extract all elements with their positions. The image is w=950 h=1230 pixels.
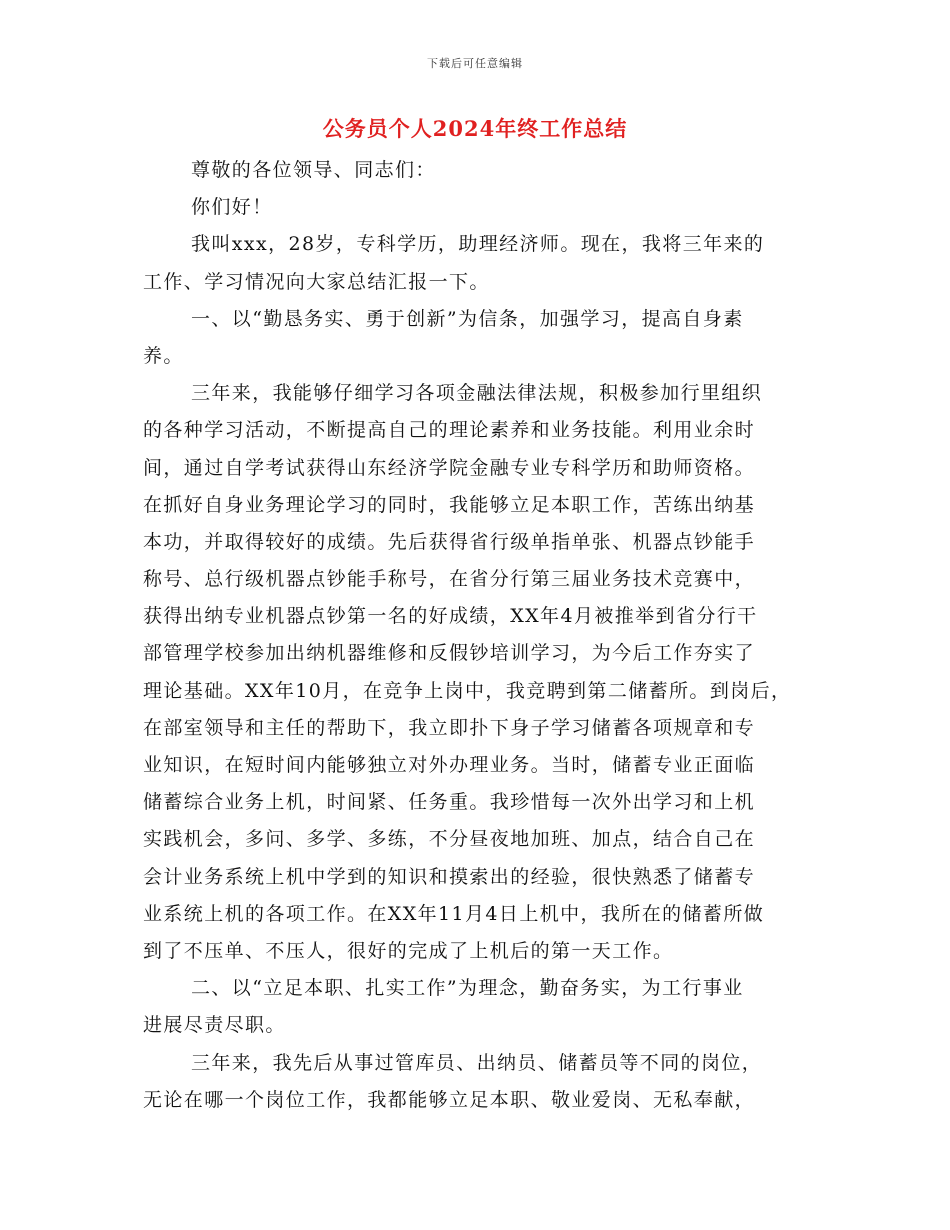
section-heading-line: 二、以“立足本职、扎实工作”为理念，勤奋务实，为工行事业: [191, 977, 744, 1000]
paragraph-line: 到了不压单、不压人，很好的完成了上机后的第一天工作。: [143, 939, 674, 962]
paragraph-line: 业系统上机的各项工作。在XX年11月4日上机中，我所在的储蓄所做: [143, 902, 765, 925]
paragraph-line: 实践机会，多问、多学、多练，不分昼夜地加班、加点，结合自己在: [143, 828, 756, 851]
paragraph-line: 在抓好自身业务理论学习的同时，我能够立足本职工作，苦练出纳基: [143, 493, 756, 516]
paragraph-line: 我叫xxx，28岁，专科学历，助理经济师。现在，我将三年来的: [191, 233, 765, 256]
paragraph-line: 理论基础。XX年10月，在竞争上岗中，我竞聘到第二储蓄所。到岗后，: [143, 679, 792, 702]
paragraph-line: 会计业务系统上机中学到的知识和摸索出的经验，很快熟悉了储蓄专: [143, 865, 756, 888]
paragraph-line: 业知识，在短时间内能够独立对外办理业务。当时，储蓄专业正面临: [143, 754, 756, 776]
paragraph-line: 间，通过自学考试获得山东经济学院金融专业专科学历和助师资格。: [143, 456, 756, 479]
salutation-line: 尊敬的各位领导、同志们：: [191, 159, 436, 181]
greeting-line: 你们好！: [191, 196, 273, 219]
document-body: [143, 152, 823, 1119]
paragraph-line: 无论在哪一个岗位工作，我都能够立足本职、敬业爱岗、无私奉献，: [143, 1088, 756, 1111]
page-header: 下载后可任意编辑: [427, 57, 523, 70]
paragraph-line: 工作、学习情况向大家总结汇报一下。: [143, 270, 490, 293]
paragraph-line: 本功，并取得较好的成绩。先后获得省行级单指单张、机器点钞能手: [143, 530, 756, 553]
paragraph-line: 三年来，我能够仔细学习各项金融法律法规，积极参加行里组织: [191, 382, 763, 405]
paragraph-line: 在部室领导和主任的帮助下，我立即扑下身子学习储蓄各项规章和专: [143, 716, 756, 739]
paragraph-line: 称号、总行级机器点钞能手称号，在省分行第三届业务技术竞赛中，: [143, 568, 756, 591]
paragraph-line: 获得出纳专业机器点钞第一名的好成绩，XX年4月被推举到省分行干: [143, 605, 758, 628]
document-title: 公务员个人2024年终工作总结: [322, 116, 628, 141]
section-heading-line: 进展尽责尽职。: [143, 1014, 286, 1037]
paragraph-line: 部管理学校参加出纳机器维修和反假钞培训学习，为今后工作夯实了: [143, 642, 756, 665]
paragraph-line: 三年来，我先后从事过管库员、出纳员、储蓄员等不同的岗位，: [191, 1051, 763, 1074]
paragraph-line: 的各种学习活动，不断提高自己的理论素养和业务技能。利用业余时: [143, 419, 756, 442]
section-heading-line: 一、以“勤恳务实、勇于创新”为信条，加强学习，提高自身素: [191, 307, 744, 330]
paragraph-line: 储蓄综合业务上机，时间紧、任务重。我珍惜每一次外出学习和上机: [143, 791, 756, 814]
section-heading-line: 养。: [143, 344, 184, 367]
